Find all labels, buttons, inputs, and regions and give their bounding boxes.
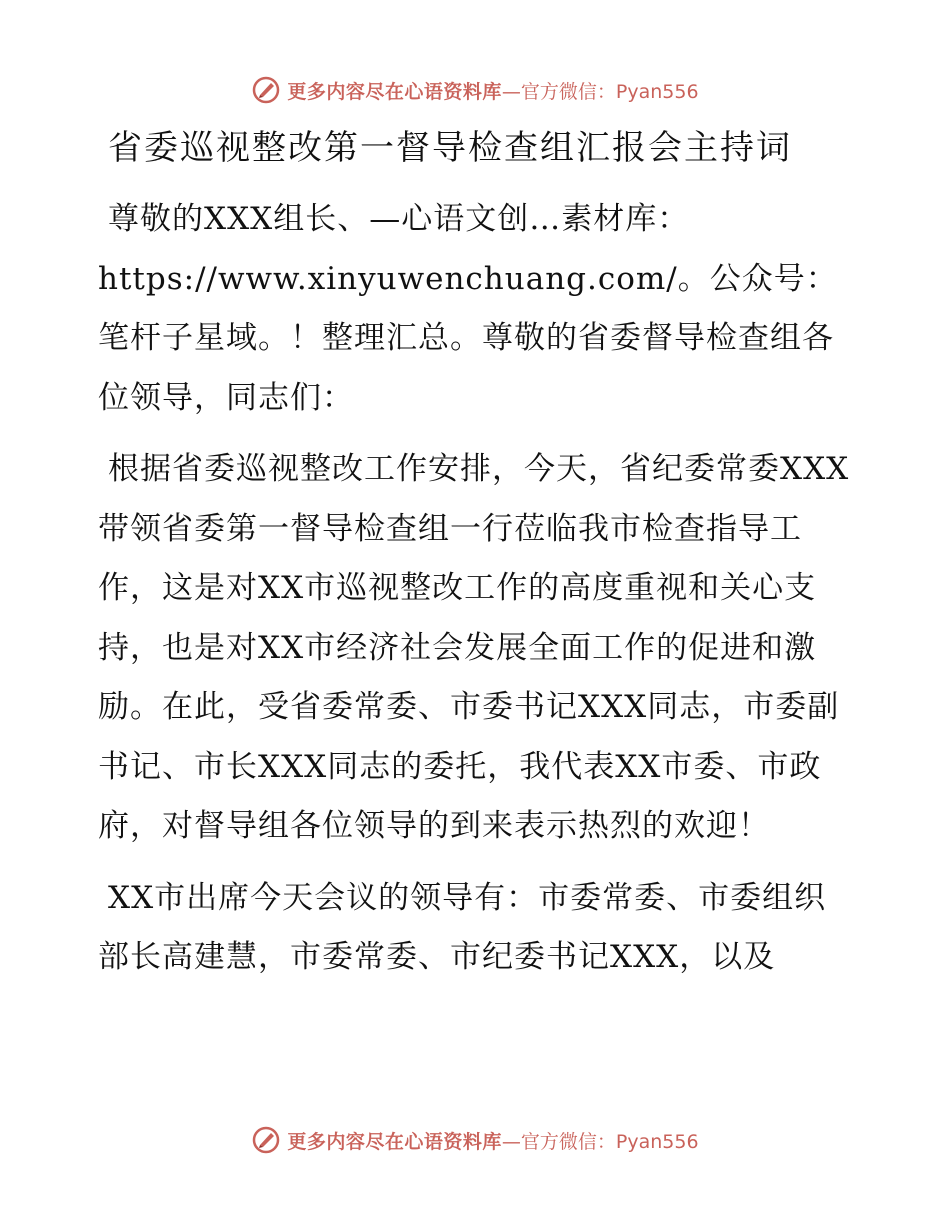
document-title: 省委巡视整改第一督导检查组汇报会主持词 bbox=[108, 128, 792, 168]
watermark-main-text: 更多内容尽在心语资料库 bbox=[287, 80, 502, 103]
header-watermark bbox=[0, 70, 950, 110]
footer-watermark bbox=[0, 1120, 950, 1160]
watermark-sub-text: —官方微信：Pyan556 bbox=[501, 80, 699, 103]
paragraph: XX市出席今天会议的领导有：市委常委、市委组织部长高建慧，市委常委、市纪委书记XXX，以及 bbox=[98, 879, 827, 975]
document-body bbox=[98, 118, 858, 1000]
logo-icon bbox=[251, 75, 281, 105]
paragraph: 根据省委巡视整改工作安排，今天，省纪委常委XXX带领省委第一督导检查组一行莅临我市检查指导工作，这是对XX市巡视整改工作的高度重视和关心支持，也是对XX市经济社会发展全面工作的促进和激励。在此，受省委常委、市委书记XXX同志，市委副书记、市长XXX同志的委托，我代表XX市委、市政府，对督导组各位领导的到来表示热烈的欢迎！ bbox=[98, 451, 850, 844]
logo-icon bbox=[251, 1125, 281, 1155]
watermark-sub-text: —官方微信：Pyan556 bbox=[501, 1130, 699, 1153]
watermark-main-text: 更多内容尽在心语资料库 bbox=[287, 1130, 502, 1153]
paragraph: 尊敬的XXX组长、—心语文创…素材库：https://www.xinyuwenchuang.com/。公众号：笔杆子星域。！整理汇总。尊敬的省委督导检查组各位领导，同志们： bbox=[98, 201, 838, 416]
